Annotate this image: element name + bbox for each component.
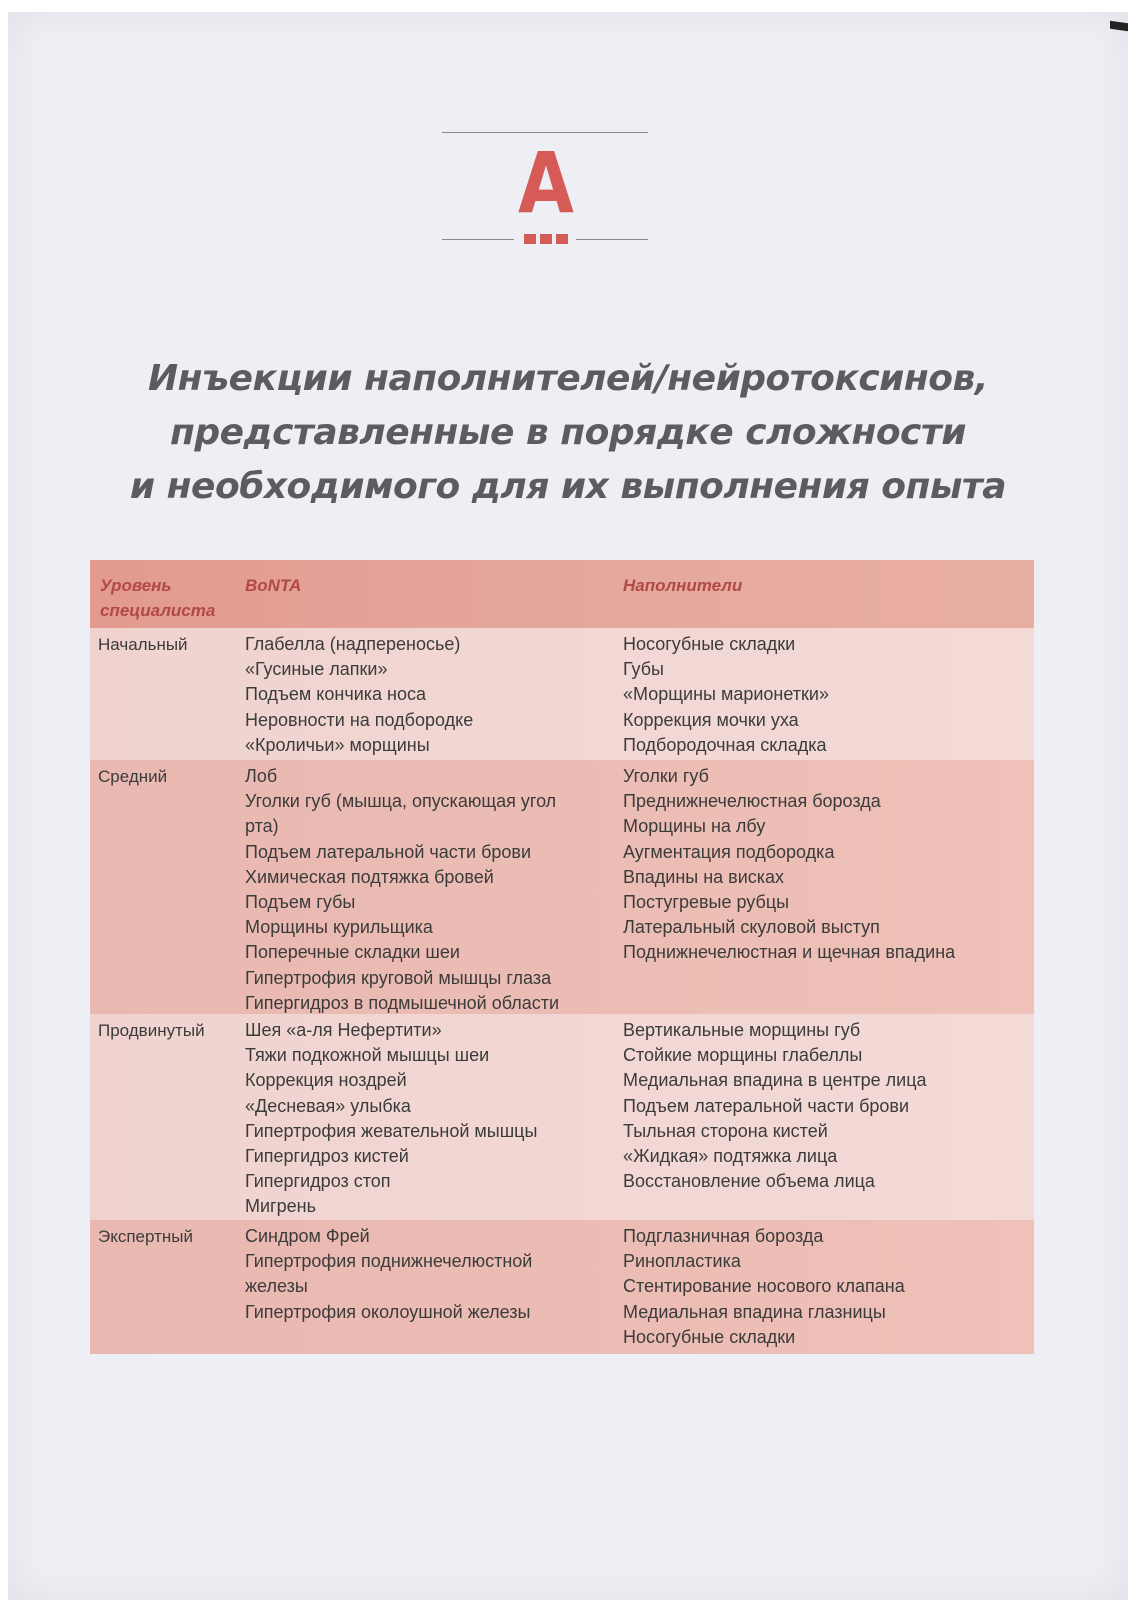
level-cell: Продвинутый [98, 1021, 205, 1040]
bonta-item: Гипертрофия поднижнечелюстной железы [245, 1251, 533, 1297]
filler-item: Стентирование носового клапана [623, 1276, 905, 1297]
filler-item: Носогубные складки [623, 634, 796, 654]
appendix-emblem [442, 122, 650, 252]
bonta-item: «Десневая» улыбка [245, 1095, 411, 1116]
filler-item: Тыльная сторона кистей [623, 1120, 828, 1141]
bonta-item: Морщины курильщика [245, 917, 433, 938]
bonta-item: Гипертрофия околоушной железы [245, 1301, 531, 1322]
filler-item: Уголки губ [623, 766, 709, 786]
emblem-top-rule [442, 132, 648, 133]
bonta-item: Синдром Фрей [245, 1226, 370, 1246]
filler-item: Восстановление объема лица [623, 1171, 875, 1192]
filler-item: Постугревые рубцы [623, 892, 790, 913]
filler-item: Морщины на лбу [623, 816, 766, 837]
bonta-item: Коррекция ноздрей [245, 1070, 407, 1091]
bonta-item: «Кроличьи» морщины [245, 734, 430, 755]
title-line: Инъекции наполнителей/нейротоксинов, [148, 358, 988, 399]
filler-item: «Морщины марионетки» [623, 684, 829, 705]
bonta-item: Гипертрофия жевательной мышцы [245, 1120, 538, 1141]
header-level-line: специалиста [100, 601, 216, 620]
bonta-cell [235, 760, 613, 1014]
fillers-cell [613, 1014, 1034, 1220]
bonta-item: Глабелла (надпереносье) [245, 634, 461, 654]
bonta-item: Подъем латеральной части брови [245, 841, 532, 862]
bonta-item: Лоб [245, 766, 278, 786]
bonta-item: Гипергидроз в подмышечной области [245, 992, 560, 1013]
filler-item: Вертикальные морщины губ [623, 1020, 861, 1040]
header-level-line: Уровень [100, 576, 172, 595]
bonta-item: Подъем кончика носа [245, 684, 427, 705]
level-cell: Начальный [98, 635, 188, 654]
filler-item: «Жидкая» подтяжка лица [623, 1146, 838, 1167]
filler-item: Губы [623, 659, 664, 680]
filler-item: Ринопластика [623, 1251, 741, 1272]
filler-item: Впадины на висках [623, 866, 785, 887]
bonta-cell [235, 1014, 613, 1220]
filler-item: Поднижнечелюстная и щечная впадина [623, 942, 956, 963]
bonta-item: Уголки губ (мышца, опускающая угол рта) [245, 791, 557, 837]
procedures-table [90, 560, 1034, 1354]
bonta-item: Поперечные складки шеи [245, 942, 460, 963]
filler-item: Стойкие морщины глабеллы [623, 1045, 863, 1066]
page-title [88, 352, 1048, 514]
bonta-item: Химическая подтяжка бровей [245, 866, 494, 887]
emblem-bottom-rule-left [442, 239, 514, 240]
filler-item: Коррекция мочки уха [623, 709, 799, 730]
bonta-item: Шея «а-ля Нефертити» [245, 1020, 442, 1040]
table-row [90, 1014, 1034, 1220]
level-cell: Экспертный [98, 1227, 193, 1246]
table-row [90, 760, 1034, 1014]
fillers-cell [613, 628, 1034, 760]
filler-item: Подглазничная борозда [623, 1226, 824, 1246]
bonta-cell [235, 628, 613, 760]
header-fillers: Наполнители [623, 576, 743, 595]
bonta-item: Тяжи подкожной мышцы шеи [245, 1045, 490, 1066]
emblem-bottom-rule-right [576, 239, 648, 240]
bonta-item: Гипергидроз стоп [245, 1171, 391, 1192]
filler-item: Преднижнечелюстная борозда [623, 791, 881, 812]
bonta-item: Мигрень [245, 1196, 316, 1217]
emblem-dot [540, 234, 552, 244]
filler-item: Медиальная впадина глазницы [623, 1301, 886, 1322]
table-row [90, 628, 1034, 760]
appendix-letter: A [518, 134, 574, 232]
fillers-cell [613, 760, 1034, 1014]
title-line: представленные в порядке сложности [169, 412, 966, 453]
fillers-cell [613, 1220, 1034, 1354]
filler-item: Подбородочная складка [623, 734, 827, 755]
emblem-dots [524, 234, 568, 244]
table-header [90, 560, 1034, 628]
page-corner-mark [1110, 21, 1128, 32]
header-level [90, 560, 235, 628]
bonta-item: Подъем губы [245, 892, 356, 913]
emblem-dot [524, 234, 536, 244]
bonta-cell [235, 1220, 613, 1354]
title-line: и необходимого для их выполнения опыта [129, 466, 1007, 507]
filler-item: Латеральный скуловой выступ [623, 917, 880, 938]
bonta-item: «Гусиные лапки» [245, 659, 388, 680]
table-row [90, 1220, 1034, 1354]
header-bonta: BoNTA [245, 576, 302, 595]
emblem-dot [556, 234, 568, 244]
bonta-item: Неровности на подбородке [245, 709, 474, 730]
level-cell: Средний [98, 767, 168, 786]
filler-item: Носогубные складки [623, 1326, 796, 1347]
filler-item: Медиальная впадина в центре лица [623, 1070, 927, 1091]
filler-item: Аугментация подбородка [623, 841, 835, 862]
bonta-item: Гипергидроз кистей [245, 1146, 409, 1167]
filler-item: Подъем латеральной части брови [623, 1095, 910, 1116]
bonta-item: Гипертрофия круговой мышцы глаза [245, 967, 552, 988]
book-page [8, 12, 1128, 1600]
